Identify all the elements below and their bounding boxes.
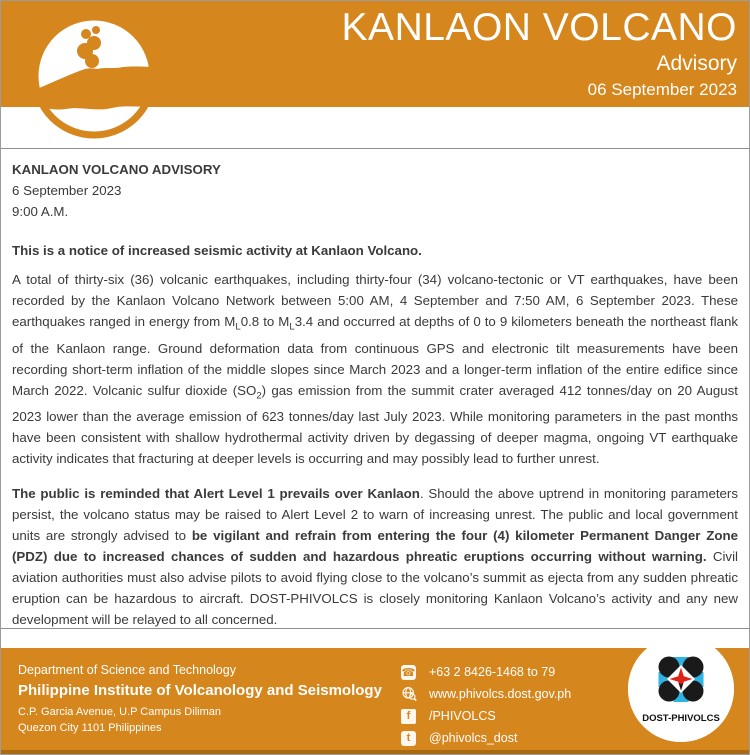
masthead	[1, 1, 749, 107]
contact-website	[401, 683, 571, 705]
header-date: 06 September 2023	[587, 80, 737, 99]
footer-address-line2: Quezon City 1101 Philippines	[18, 722, 162, 734]
paragraph-observations: A total of thirty-six (36) volcanic earthquakes, including thirty-four (34) volcano-tectonic or VT earthquakes, have been recorded by the Kanlaon Volcano Network between 5:00 AM, 4 September and 7:50 AM, 6 September 2023. These earthquakes ranged in energy from $M_L0.8$ to $M_L3.4$ and occurred at depths of 0 to 9 kilometers beneath the northeast flank of the Kanlaon range. Ground deformation data from continuous GPS and electronic tilt measurements have been recording short-term inflation of the middle slopes since March 2023 and a longer-term inflation of the entire edifice since March 2022. Volcanic sulfur dioxide $(SO_2)$ gas emission from the summit crater averaged 412 tonnes/day on 20 August 2023 lower than the average emission of 623 tonnes/day last July 2023. While monitoring parameters in the past months have been consistent with shallow hydrothermal activity driven by degassing of deeper magma, ongoing VT earthquake activity indicates that fracturing at deeper levels is occurring and may possibly lead to further unrest.	[12, 272, 738, 467]
dost-phivolcs-logo	[628, 636, 734, 742]
dost-logo-text: DOST-PHIVOLCS	[642, 713, 720, 724]
contact-phone-text: +63 2 8426-1468 to 79	[429, 665, 556, 679]
contact-facebook	[401, 705, 571, 727]
paragraph-recommendations: The public is reminded that Alert Level 1 prevails over Kanlaon. Should the above uptrend in monitoring parameters persist, the volcano status may be raised to Alert Level 2 to warn of increasing unrest. The public and local government units are strongly advised to be vigilant and refrain from entering the four (4) kilometer Permanent Danger Zone (PDZ) due to increased chances of sudden and hazardous phreatic eruptions occurring without warning. Civil aviation authorities must also advise pilots to avoid flying close to the volcano’s summit as ejecta from any sudden phreatic eruption can be hazardous to aircraft. DOST-PHIVOLCS is closely monitoring Kanlaon Volcano’s activity and any new development will be relayed to all concerned.	[12, 485, 738, 627]
twitter-icon: t	[401, 731, 416, 746]
footer-address-line1: C.P. Garcia Avenue, U.P Campus Diliman	[18, 706, 221, 718]
contact-twitter-text: @phivolcs_dost	[429, 731, 518, 745]
facebook-icon: f	[401, 709, 416, 724]
advisory-time: 9:00 A.M.	[12, 204, 69, 219]
notice-line: This is a notice of increased seismic activity at Kanlaon Volcano.	[12, 243, 422, 258]
advisory-body	[1, 148, 749, 629]
page-title: KANLAON VOLCANO	[341, 6, 737, 49]
contact-facebook-text: /PHIVOLCS	[429, 709, 496, 723]
contact-phone	[401, 661, 571, 683]
footer-contacts	[401, 661, 571, 749]
advisory-heading: KANLAON VOLCANO ADVISORY	[12, 162, 221, 177]
contact-website-text: www.phivolcs.dost.gov.ph	[429, 687, 572, 701]
phone-icon: ☎	[401, 665, 416, 679]
globe-icon	[401, 687, 416, 702]
page-subtitle: Advisory	[656, 52, 737, 75]
footer-institute: Philippine Institute of Volcanology and Seismology	[18, 682, 382, 699]
footer-department: Department of Science and Technology	[18, 663, 236, 677]
masthead-text	[342, 6, 737, 100]
phivolcs-volcano-logo-icon	[28, 10, 160, 142]
footer-agency-block	[18, 663, 382, 735]
advisory-date: 6 September 2023	[12, 183, 122, 198]
contact-twitter	[401, 727, 571, 749]
